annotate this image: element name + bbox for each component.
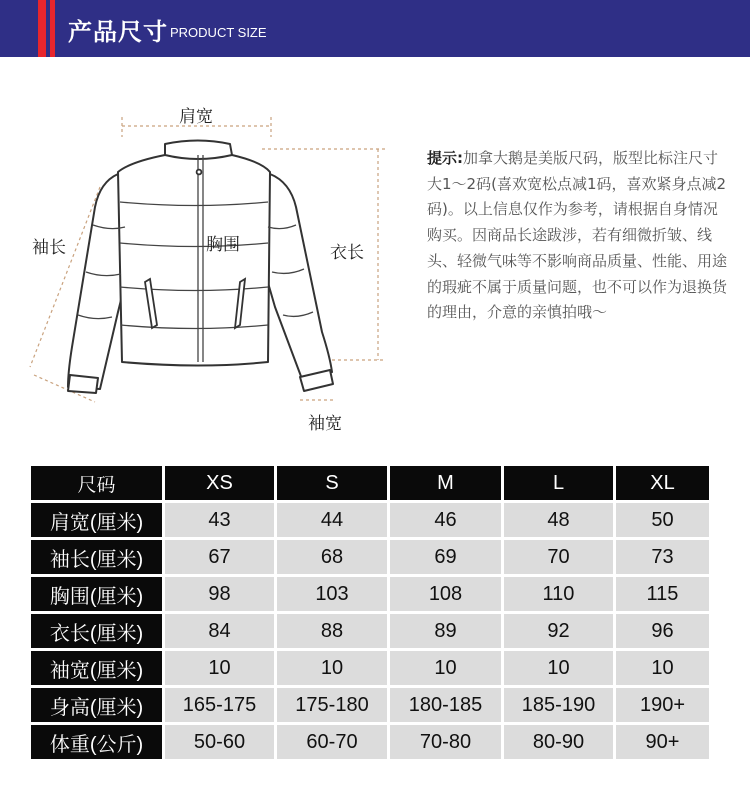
table-cell: 48 [504, 503, 613, 537]
table-header-cell: 尺码 [31, 466, 162, 500]
size-table [28, 463, 712, 762]
table-cell: 44 [277, 503, 387, 537]
size-note [427, 146, 727, 326]
table-row [31, 577, 709, 611]
row-label: 袖宽(厘米) [31, 651, 162, 685]
shoulder-width-label: 肩宽 [179, 107, 213, 127]
table-cell: 108 [390, 577, 501, 611]
table-cell: 98 [165, 577, 274, 611]
table-cell: 103 [277, 577, 387, 611]
table-cell: 70-80 [390, 725, 501, 759]
table-row [31, 614, 709, 648]
table-cell: 10 [390, 651, 501, 685]
table-cell: 10 [504, 651, 613, 685]
table-row [31, 688, 709, 722]
table-cell: 10 [616, 651, 709, 685]
table-cell: 50-60 [165, 725, 274, 759]
row-label: 肩宽(厘米) [31, 503, 162, 537]
row-label: 身高(厘米) [31, 688, 162, 722]
table-cell: 73 [616, 540, 709, 574]
note-text: 加拿大鹅是美版尺码，版型比标注尺寸大1～2码(喜欢宽松点减1码，喜欢紧身点减2码)。以上信息仅作为参考，请根据自身情况购买。因商品长途跋涉，若有细微折皱、线头、轻微气味等不影响商品质量、性能、用途的瑕疵不属于质量问题，也不可以作为退换货的理由，介意的亲慎拍哦～ [427, 149, 728, 322]
table-cell: 67 [165, 540, 274, 574]
cuff-width-label: 袖宽 [308, 414, 342, 434]
sleeve-length-label: 袖长 [32, 238, 66, 258]
table-cell: 89 [390, 614, 501, 648]
table-cell: 96 [616, 614, 709, 648]
table-cell: 115 [616, 577, 709, 611]
table-cell: 43 [165, 503, 274, 537]
table-cell: 50 [616, 503, 709, 537]
table-cell: 110 [504, 577, 613, 611]
table-cell: 46 [390, 503, 501, 537]
row-label: 体重(公斤) [31, 725, 162, 759]
table-header-cell: L [504, 466, 613, 500]
table-cell: 80-90 [504, 725, 613, 759]
table-header-cell: M [390, 466, 501, 500]
note-prefix: 提示: [427, 149, 463, 167]
section-title: 产品尺寸 [68, 18, 168, 46]
row-label: 胸围(厘米) [31, 577, 162, 611]
table-cell: 190+ [616, 688, 709, 722]
table-row [31, 651, 709, 685]
table-header-row [31, 466, 709, 500]
table-header-cell: S [277, 466, 387, 500]
table-cell: 88 [277, 614, 387, 648]
section-header [0, 0, 750, 57]
table-cell: 185-190 [504, 688, 613, 722]
row-label: 衣长(厘米) [31, 614, 162, 648]
body-length-label: 衣长 [330, 243, 364, 263]
table-cell: 90+ [616, 725, 709, 759]
table-header-cell: XL [616, 466, 709, 500]
table-cell: 70 [504, 540, 613, 574]
table-cell: 68 [277, 540, 387, 574]
table-cell: 92 [504, 614, 613, 648]
row-label: 袖长(厘米) [31, 540, 162, 574]
table-cell: 165-175 [165, 688, 274, 722]
table-cell: 60-70 [277, 725, 387, 759]
table-cell: 180-185 [390, 688, 501, 722]
header-accent-stripe [50, 0, 55, 57]
table-cell: 10 [165, 651, 274, 685]
table-row [31, 503, 709, 537]
table-row [31, 540, 709, 574]
header-accent-stripe [38, 0, 46, 57]
table-cell: 175-180 [277, 688, 387, 722]
table-cell: 10 [277, 651, 387, 685]
chest-label: 胸围 [206, 235, 240, 255]
table-cell: 69 [390, 540, 501, 574]
table-header-cell: XS [165, 466, 274, 500]
table-cell: 84 [165, 614, 274, 648]
section-subtitle: PRODUCT SIZE [170, 25, 267, 40]
table-row [31, 725, 709, 759]
